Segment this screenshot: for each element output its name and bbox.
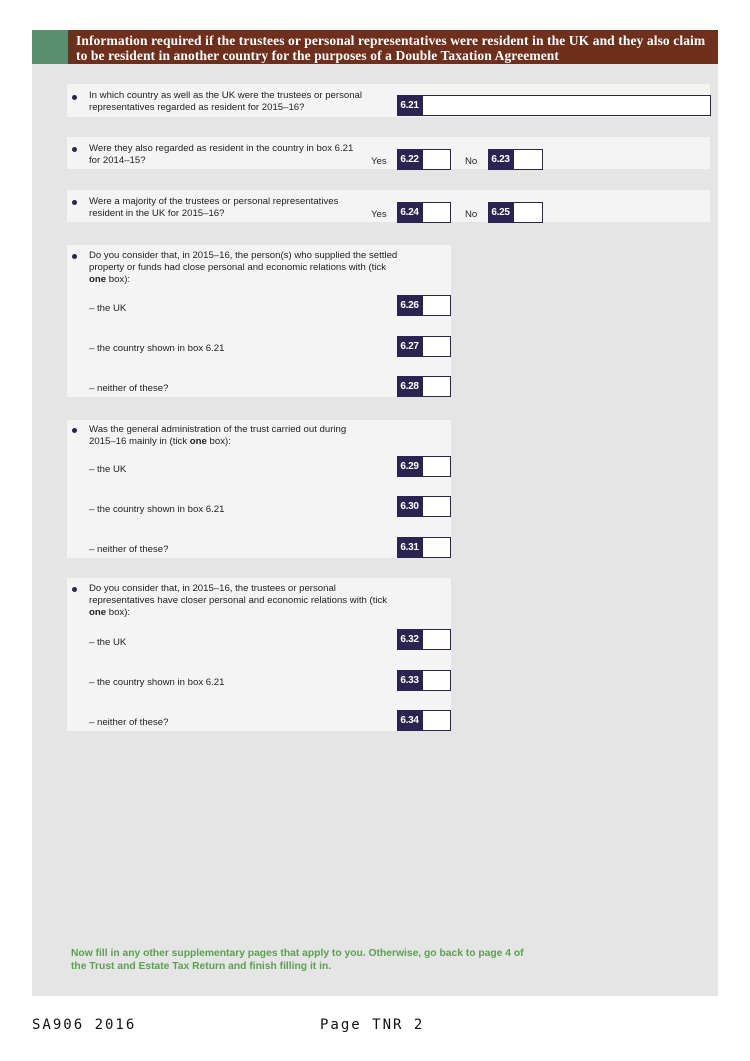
bullet-icon [72, 587, 77, 592]
option-checkbox[interactable] [422, 670, 451, 691]
option-checkbox[interactable] [422, 295, 451, 316]
box-label: 6.33 [397, 670, 422, 691]
page-number: Page TNR 2 [320, 1017, 425, 1033]
bullet-icon [72, 95, 77, 100]
box-label: 6.24 [397, 202, 422, 223]
bullet-icon [72, 254, 77, 259]
no-checkbox[interactable] [513, 202, 543, 223]
bullet-icon [72, 200, 77, 205]
box-label: 6.34 [397, 710, 422, 731]
option-checkbox[interactable] [422, 336, 451, 357]
option-label: – neither of these? [89, 544, 169, 555]
option-label: – the UK [89, 637, 127, 648]
yes-label: Yes [371, 209, 387, 220]
no-label: No [465, 156, 478, 167]
option-label: – the UK [89, 303, 127, 314]
question-text: Were they also regarded as resident in the country in box 6.21 for 2014–15? [89, 143, 354, 166]
option-checkbox[interactable] [422, 537, 451, 558]
header-accent [32, 30, 68, 64]
form-code: SA906 2016 [32, 1017, 137, 1033]
country-field[interactable] [422, 95, 711, 116]
option-label: – the country shown in box 6.21 [89, 504, 225, 515]
yes-label: Yes [371, 156, 387, 167]
instruction-note: Now fill in any other supplementary pages that apply to you. Otherwise, go back to page 4 of the Trust and Estate Tax Return and finish filling it in. [71, 948, 524, 972]
option-checkbox[interactable] [422, 496, 451, 517]
no-label: No [465, 209, 478, 220]
yes-checkbox[interactable] [422, 149, 451, 170]
box-label: 6.32 [397, 629, 422, 650]
option-checkbox[interactable] [422, 376, 451, 397]
bullet-icon [72, 428, 77, 433]
option-label: – the UK [89, 464, 127, 475]
option-checkbox[interactable] [422, 629, 451, 650]
question-text: In which country as well as the UK were the trustees or personal representatives regarded as resident for 2015–16? [89, 90, 363, 113]
option-label: – neither of these? [89, 383, 169, 394]
box-label: 6.28 [397, 376, 422, 397]
box-label: 6.22 [397, 149, 422, 170]
option-checkbox[interactable] [422, 456, 451, 477]
question-text: Was the general administration of the trust carried out during 2015–16 mainly in (tick one box): [89, 424, 347, 447]
box-label: 6.25 [488, 202, 513, 223]
option-label: – neither of these? [89, 717, 169, 728]
option-label: – the country shown in box 6.21 [89, 343, 225, 354]
option-label: – the country shown in box 6.21 [89, 677, 225, 688]
question-text: Do you consider that, in 2015–16, the trustees or personal representatives have closer personal and economic relations with (tick one box): [89, 583, 388, 618]
box-label: 6.26 [397, 295, 422, 316]
option-checkbox[interactable] [422, 710, 451, 731]
bullet-icon [72, 147, 77, 152]
box-label: 6.31 [397, 537, 422, 558]
box-label: 6.29 [397, 456, 422, 477]
no-checkbox[interactable] [513, 149, 543, 170]
box-label: 6.21 [397, 95, 422, 116]
question-text: Were a majority of the trustees or personal representatives resident in the UK for 2015–16? [89, 196, 339, 219]
box-label: 6.30 [397, 496, 422, 517]
question-text: Do you consider that, in 2015–16, the person(s) who supplied the settled property or funds had close personal and economic relations with (tick one box): [89, 250, 398, 285]
yes-checkbox[interactable] [422, 202, 451, 223]
box-label: 6.27 [397, 336, 422, 357]
section-header: Information required if the trustees or personal representatives were resident in the UK and they also claim to be resident in another country for the purposes of a Double Taxation Agreement [68, 30, 718, 64]
box-label: 6.23 [488, 149, 513, 170]
